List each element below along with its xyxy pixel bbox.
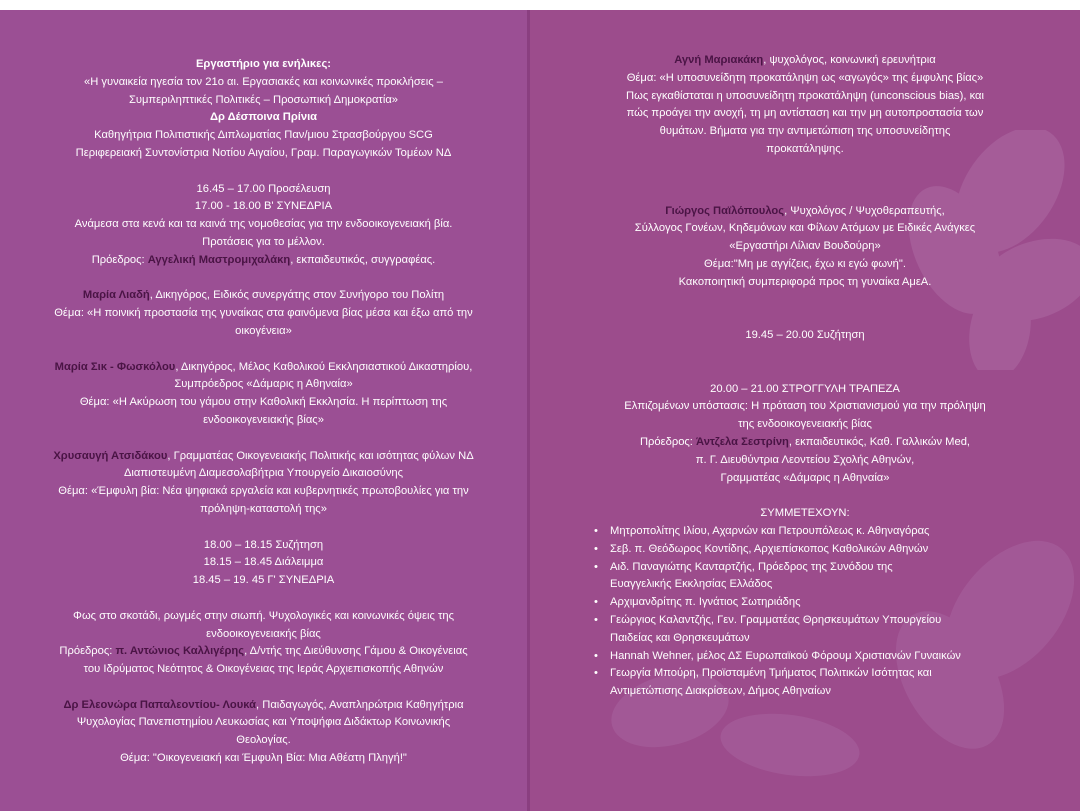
- speaker-role: Καθηγήτρια Πολιτιστικής Διπλωματίας Παν/μιου Στρασβούργου SCG: [94, 129, 433, 142]
- speaker-topic: Κακοποιητική συμπεριφορά προς τη γυναίκα ΑμεΑ.: [678, 275, 932, 288]
- speaker-role: , ψυχολόγος, κοινωνική ερευνήτρια: [763, 54, 936, 66]
- speaker-name: Μαρία Λιαδή: [82, 289, 150, 302]
- speaker-topic: ενδοοικογενειακής βίας»: [203, 413, 324, 426]
- chair-role: Γραμματέας «Δάμαρις η Αθηναία»: [720, 471, 890, 484]
- session-chair: [0, 252, 527, 270]
- list-item: [530, 541, 1080, 559]
- session-title: της ενδοοικογενειακής βίας: [738, 418, 872, 431]
- participant-line: Αντιμετώπισης Διακρίσεων, Δήμος Αθηναίων: [610, 685, 831, 698]
- workshop-theme-line: Συμπεριληπτικές Πολιτικές – Προσωπική Δημοκρατία»: [128, 93, 399, 106]
- list-item: [530, 648, 1080, 666]
- right-page: [530, 10, 1080, 811]
- participant-line: Ευαγγελικής Εκκλησίας Ελλάδος: [610, 578, 773, 591]
- session-title: ενδοοικογενειακής βίας: [206, 627, 321, 640]
- speaker-role: , Παιδαγωγός, Αναπληρώτρια Καθηγήτρια: [256, 698, 464, 711]
- schedule-time: 18.45 – 19. 45 Γ' ΣΥΝΕΔΡΙΑ: [192, 574, 335, 587]
- participant-line: • Γεώργιος Καλαντζής, Γεν. Γραμματέας Θρησκευμάτων Υπουργείου: [610, 613, 942, 626]
- speaker-topic: Θέμα: «Η Ακύρωση του γάμου στην Καθολική Εκκλησία. Η περίπτωση της: [79, 396, 448, 409]
- chair-name: Αγγελική Μαστρομιχαλάκη: [147, 253, 291, 266]
- schedule-time: 17.00 - 18.00 Β' ΣΥΝΕΔΡΙΑ: [194, 200, 333, 213]
- chair-role: π. Γ. Διευθύντρια Λεοντείου Σχολής Αθηνών,: [695, 453, 915, 466]
- list-item: [530, 612, 1080, 648]
- chair-prefix: Πρόεδρος:: [59, 645, 116, 658]
- session-chair: [530, 434, 1080, 452]
- speaker-line: [530, 52, 1080, 70]
- schedule-time: 19.45 – 20.00 Συζήτηση: [745, 329, 865, 342]
- participant-line: • Μητροπολίτης Ιλίου, Αχαρνών και Πετρουπόλεως κ. Αθηναγόρας: [610, 524, 930, 537]
- speaker-line: [0, 359, 527, 377]
- list-item: [530, 559, 1080, 595]
- speaker-name: Χρυσαυγή Ατσιδάκου: [53, 449, 168, 462]
- chair-role: , εκπαιδευτικός, συγγραφέας.: [290, 253, 436, 266]
- speaker-topic: Πως εγκαθίσταται η υποσυνείδητη προκατάληψη (unconscious bias), και: [626, 89, 984, 102]
- participants-list: [530, 523, 1080, 701]
- chair-prefix: Πρόεδρος:: [91, 253, 148, 266]
- speaker-role: Σύλλογος Γονέων, Κηδεμόνων και Φίλων Ατόμων με Ειδικές Ανάγκες: [634, 222, 976, 235]
- speaker-topic: Θέμα: «Η υποσυνείδητη προκατάληψη ως «αγωγός» της έμφυλης βίας»: [626, 71, 984, 84]
- list-item: [530, 594, 1080, 612]
- chair-role: , εκπαιδευτικός, Καθ. Γαλλικών Med,: [788, 435, 971, 448]
- participants-heading: ΣΥΜΜΕΤΕΧΟΥΝ:: [760, 507, 850, 520]
- speaker-line: [0, 697, 527, 715]
- speaker-name: Γιώργος Παϊλόπουλος: [665, 204, 785, 217]
- speaker-role: , Δικηγόρος, Ειδικός συνεργάτης στον Συνήγορο του Πολίτη: [149, 289, 445, 302]
- speaker-role: , Δικηγόρος, Μέλος Καθολικού Εκκλησιαστικού Δικαστηρίου,: [175, 360, 473, 373]
- schedule-time: 18.15 – 18.45 Διάλειμμα: [203, 556, 324, 569]
- participant-line: • Αρχιμανδρίτης π. Ιγνάτιος Σωτηριάδης: [610, 596, 801, 609]
- session-title: Ελπιζομένων υπόστασις: Η πρόταση του Χριστιανισμού για την πρόληψη: [624, 400, 986, 413]
- schedule-time: 20.00 – 21.00 ΣΤΡΟΓΓΥΛΗ ΤΡΑΠΕΖΑ: [710, 382, 900, 395]
- participant-line: • Γεωργία Μπούρη, Προϊσταμένη Τμήματος Πολιτικών Ισότητας και: [610, 667, 932, 680]
- speaker-role: Περιφερειακή Συντονίστρια Νοτίου Αιγαίου, Γραμ. Παραγωγικών Τομέων ΝΔ: [75, 146, 452, 159]
- speaker-name: Μαρία Σικ - Φωσκόλου: [54, 360, 176, 373]
- session-title: Ανάμεσα στα κενά και τα καινά της νομοθεσίας για την ενδοοικογενειακή βία.: [74, 218, 453, 231]
- speaker-line: [0, 448, 527, 466]
- chair-name: π. Αντώνιος Καλλιγέρης: [115, 645, 245, 658]
- list-item: [530, 665, 1080, 701]
- speaker-topic: Θέμα: «Έμφυλη βία: Νέα ψηφιακά εργαλεία και κυβερνητικές πρωτοβουλίες για την: [58, 485, 469, 498]
- speaker-role: «Εργαστήρι Λίλιαν Βουδούρη»: [729, 240, 881, 253]
- speaker-topic: οικογένεια»: [235, 324, 292, 337]
- chair-prefix: Πρόεδρος:: [639, 435, 697, 448]
- speaker-name: Δρ Δέσποινα Πρίνια: [209, 111, 318, 124]
- chair-role: , Δ/ντής της Διεύθυνσης Γάμου & Οικογένειας: [244, 645, 468, 658]
- speaker-topic: Θέμα: «Η ποινική προστασία της γυναίκας στα φαινόμενα βίας μέσα και έξω από την: [54, 307, 473, 320]
- speaker-topic: προκατάληψης.: [766, 142, 844, 155]
- right-program-column: [530, 52, 1080, 701]
- speaker-topic: πώς προάγει την ανοχή, τη μη αντίσταση και την μη αυτοπροστασία των: [626, 107, 984, 120]
- participant-line: • Σεβ. π. Θεόδωρος Κοντίδης, Αρχιεπίσκοπος Καθολικών Αθηνών: [610, 542, 929, 555]
- speaker-line: [530, 203, 1080, 221]
- speaker-role: Ψυχολογίας Πανεπιστημίου Λευκωσίας και Υποψήφια Διδάκτωρ Κοινωνικής: [76, 716, 451, 729]
- speaker-role: Θεολογίας.: [236, 734, 291, 747]
- chair-role: του Ιδρύματος Νεότητος & Οικογένειας της Ιεράς Αρχιεπισκοπής Αθηνών: [83, 663, 444, 676]
- participant-line: • Αιδ. Παναγιώτης Κανταρτζής, Πρόεδρος της Συνόδου της: [610, 560, 893, 573]
- left-program-column: [0, 56, 527, 768]
- schedule-time: 16.45 – 17.00 Προσέλευση: [196, 182, 331, 195]
- participant-line: • Hannah Wehner, μέλος ΔΣ Ευρωπαϊκού Φόρουμ Χριστιανών Γυναικών: [610, 649, 961, 662]
- speaker-topic: Θέμα:"Μη με αγγίζεις, έχω κι εγώ φωνή".: [704, 257, 906, 270]
- speaker-role: Συμπρόεδρος «Δάμαρις η Αθηναία»: [174, 378, 353, 391]
- speaker-line: [0, 287, 527, 305]
- schedule-time: 18.00 – 18.15 Συζήτηση: [203, 538, 324, 551]
- chair-name: Άντζελα Σεστρίνη: [696, 435, 789, 448]
- speaker-topic: Θέμα: "Οικογενειακή και Έμφυλη Βία: Μια Αθέατη Πληγή!": [120, 752, 407, 765]
- workshop-theme-line: «Η γυναικεία ηγεσία τον 21ο αι. Εργασιακές και κοινωνικές προκλήσεις –: [83, 75, 444, 88]
- speaker-name: Αγνή Μαριακάκη: [674, 54, 764, 66]
- speaker-name: Δρ Ελεονώρα Παπαλεοντίου- Λουκά: [63, 698, 257, 711]
- speaker-topic: θυμάτων. Βήματα για την αντιμετώπιση της υποσυνείδητης: [659, 125, 951, 138]
- list-item: [530, 523, 1080, 541]
- speaker-role: , Γραμματέας Οικογενειακής Πολιτικής και ισότητας φύλων ΝΔ: [167, 449, 474, 462]
- speaker-topic: πρόληψη-καταστολή της»: [200, 502, 327, 515]
- left-page: [0, 10, 527, 811]
- speaker-role: Διαπιστευμένη Διαμεσολαβήτρια Υπουργείο Δικαιοσύνης: [123, 467, 404, 480]
- session-title: Προτάσεις για το μέλλον.: [202, 235, 325, 248]
- session-chair: [0, 643, 527, 661]
- speaker-role: , Ψυχολόγος / Ψυχοθεραπευτής,: [784, 204, 945, 217]
- session-title: Φως στο σκοτάδι, ρωγμές στην σιωπή. Ψυχολογικές και κοινωνικές όψεις της: [73, 609, 454, 622]
- workshop-title: Εργαστήριο για ενήλικες:: [195, 58, 332, 70]
- participant-line: Παιδείας και Θρησκευμάτων: [610, 631, 750, 644]
